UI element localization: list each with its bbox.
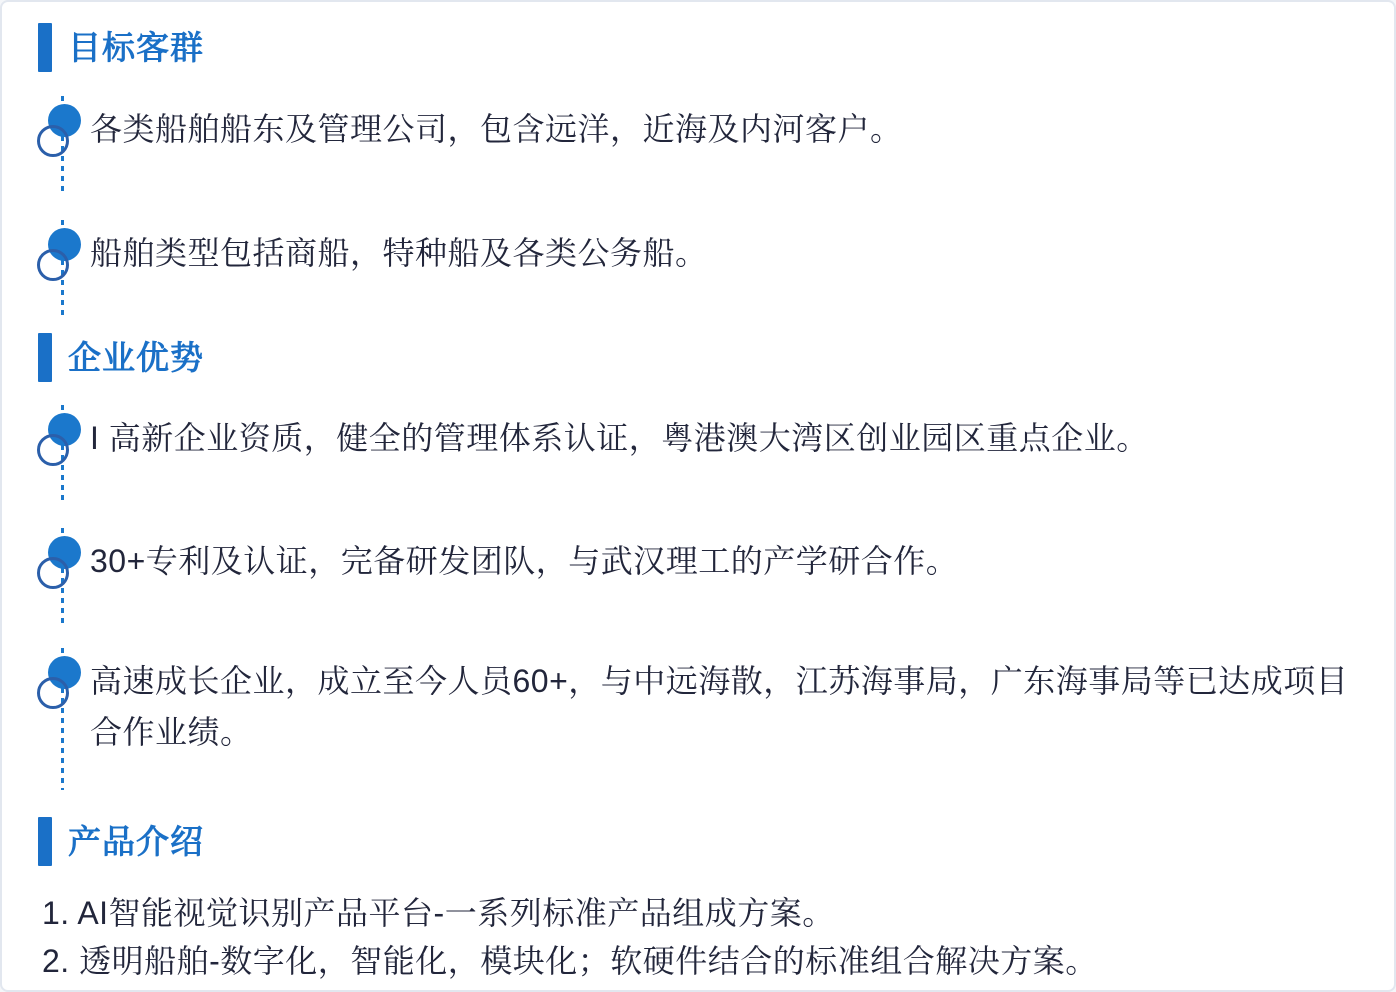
product-list-item: 2. 透明船舶-数字化，智能化，模块化；软硬件结合的标准组合解决方案。 (42, 943, 1098, 979)
section-accent-bar (38, 817, 52, 866)
bullet-ring-icon (37, 249, 69, 281)
section-header-product-intro (38, 817, 204, 866)
bullet-row (2, 656, 1394, 758)
bullet-text: 高速成长企业，成立至今人员60+，与中远海散，江苏海事局，广东海事局等已达成项目合作业绩。 (90, 663, 1349, 750)
section-title: 企业优势 (68, 339, 204, 376)
section-title: 目标客群 (68, 29, 204, 66)
bullet-ring-icon (37, 434, 69, 466)
bullet-ring-icon (37, 677, 69, 709)
bullet-ring-icon (37, 557, 69, 589)
bullet-ring-icon (37, 125, 69, 157)
section-title: 产品介绍 (68, 823, 204, 860)
product-list-item: 1. AI智能视觉识别产品平台-一系列标准产品组成方案。 (42, 895, 835, 931)
bullet-text: 30+专利及认证，完备研发团队，与武汉理工的产学研合作。 (90, 543, 959, 579)
section-accent-bar (38, 23, 52, 72)
bullet-text: I 高新企业资质，健全的管理体系认证，粤港澳大湾区创业园区重点企业。 (90, 420, 1149, 456)
bullet-row (2, 536, 1394, 587)
bullet-text: 船舶类型包括商船，特种船及各类公务船。 (90, 235, 708, 271)
bullet-row (2, 104, 1394, 155)
section-header-company-strengths (38, 333, 204, 382)
section-accent-bar (38, 333, 52, 382)
bullet-row (2, 228, 1394, 279)
bullet-text: 各类船舶船东及管理公司，包含远洋，近海及内河客户。 (90, 111, 903, 147)
section-header-target-customers (38, 23, 204, 72)
bullet-row (2, 413, 1394, 464)
